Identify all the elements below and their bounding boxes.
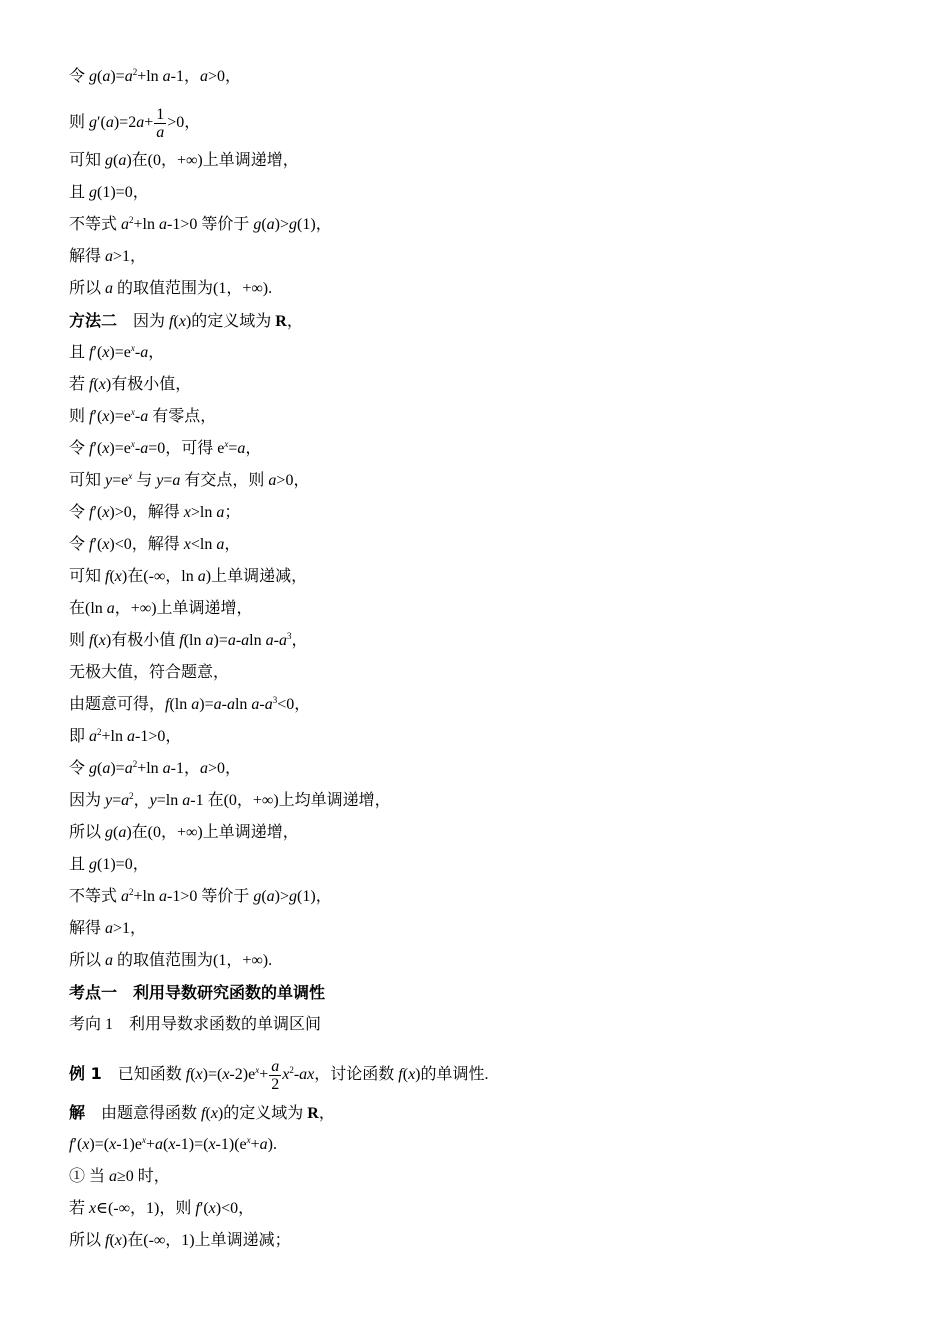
section-title: 考点一 利用导数研究函数的单调性: [69, 983, 326, 1002]
example-line: 例 1 已知函数 $f(x)=(x-2)e^x+$ $\frac{a}{2}$ $x^2-ax$，讨论函数 f(x)的单调性.: [69, 1058, 489, 1093]
text-line: 所以 g(a)在(0，+∞)上单调递增，: [69, 824, 299, 841]
text-line: 可知 g(a)在(0，+∞)上单调递增，: [69, 152, 299, 169]
text-line: 令 f′(x)>0，解得 x>ln a；: [69, 504, 241, 521]
text-line: 不等式 $a^2+\ln$ a-1>0 等价于 g(a)>g(1)，: [69, 215, 332, 233]
text-line: 在(ln a，+∞)上单调递增，: [69, 600, 253, 617]
document-page: [69, 66, 889, 1262]
text-line: 所以 a 的取值范围为(1，+∞).: [69, 280, 273, 297]
text-line: 不等式 $a^2+\ln$ a-1>0 等价于 g(a)>g(1)，: [69, 887, 332, 905]
fraction: $\frac{1}{a}$: [156, 106, 165, 141]
text-line: 且 g(1)=0，: [69, 856, 149, 873]
text-line: 解得 a>1，: [69, 248, 147, 265]
text-line: 所以 a 的取值范围为(1，+∞).: [69, 952, 273, 969]
text-line: 解得 a>1，: [69, 920, 147, 937]
text-line: 无极大值，符合题意，: [69, 664, 230, 681]
text-line: 且 $f'(x)=e^x-a$，: [69, 343, 165, 361]
text-line: 由题意可得，f(ln a)=a-aln $a-a^3<0$，: [69, 695, 311, 713]
solution-label: 解: [69, 1103, 86, 1122]
text-line: 令 $g(a)=a^2+\ln$ a-1，a>0，: [69, 67, 242, 85]
section-subtitle: 考向 1 利用导数求函数的单调区间: [69, 1016, 322, 1033]
text-line: 令 f′(x)<0，解得 x<ln a，: [69, 536, 241, 553]
text-line: 所以 f(x)在(-∞，1)上单调递减；: [69, 1232, 291, 1249]
method-label: 方法二: [69, 311, 118, 330]
text-line: 则 f(x)有极小值 f(ln a)=a-aln $a-a^3$，: [69, 631, 308, 649]
text-line: 令 $g(a)=a^2+\ln$ a-1，a>0，: [69, 759, 242, 777]
text-line: 可知 $y=e^x$ 与 y=a 有交点，则 a>0，: [69, 471, 310, 489]
fraction: $\frac{a}{2}$: [271, 1058, 280, 1093]
text-line: 且 g(1)=0，: [69, 184, 149, 201]
text-line: 若 x∈(-∞，1)，则 f′(x)<0，: [69, 1200, 255, 1217]
text-line: 则 $f'(x)=e^x-a$ 有零点，: [69, 407, 217, 425]
text-line: 可知 f(x)在(-∞，ln a)上单调递减，: [69, 568, 308, 585]
text-line: 令 $f'(x)=e^x-a=0$，可得 $e^x=a$，: [69, 439, 262, 457]
text-line: 因为 $y=a^2$，y=ln a-1 在(0，+∞)上均单调递增，: [69, 791, 391, 809]
text-line: 方法二 因为 f(x)的定义域为 R，: [69, 311, 303, 330]
solution-line: 解 由题意得函数 f(x)的定义域为 R，: [69, 1103, 335, 1122]
text-line: $f'(x)=(x-1)e^x+a(x-1)=(x-1)(e^x+a)$.: [69, 1135, 277, 1153]
text-line: ① 当 a≥0 时，: [69, 1168, 170, 1185]
example-label: 例 1: [69, 1064, 102, 1084]
text-line: 则 g′(a)=2a+ $\frac{1}{a}$ >0，: [69, 106, 201, 141]
text-line: 若 f(x)有极小值，: [69, 376, 192, 393]
text-line: 即 $a^2+\ln$ a-1>0，: [69, 727, 182, 745]
